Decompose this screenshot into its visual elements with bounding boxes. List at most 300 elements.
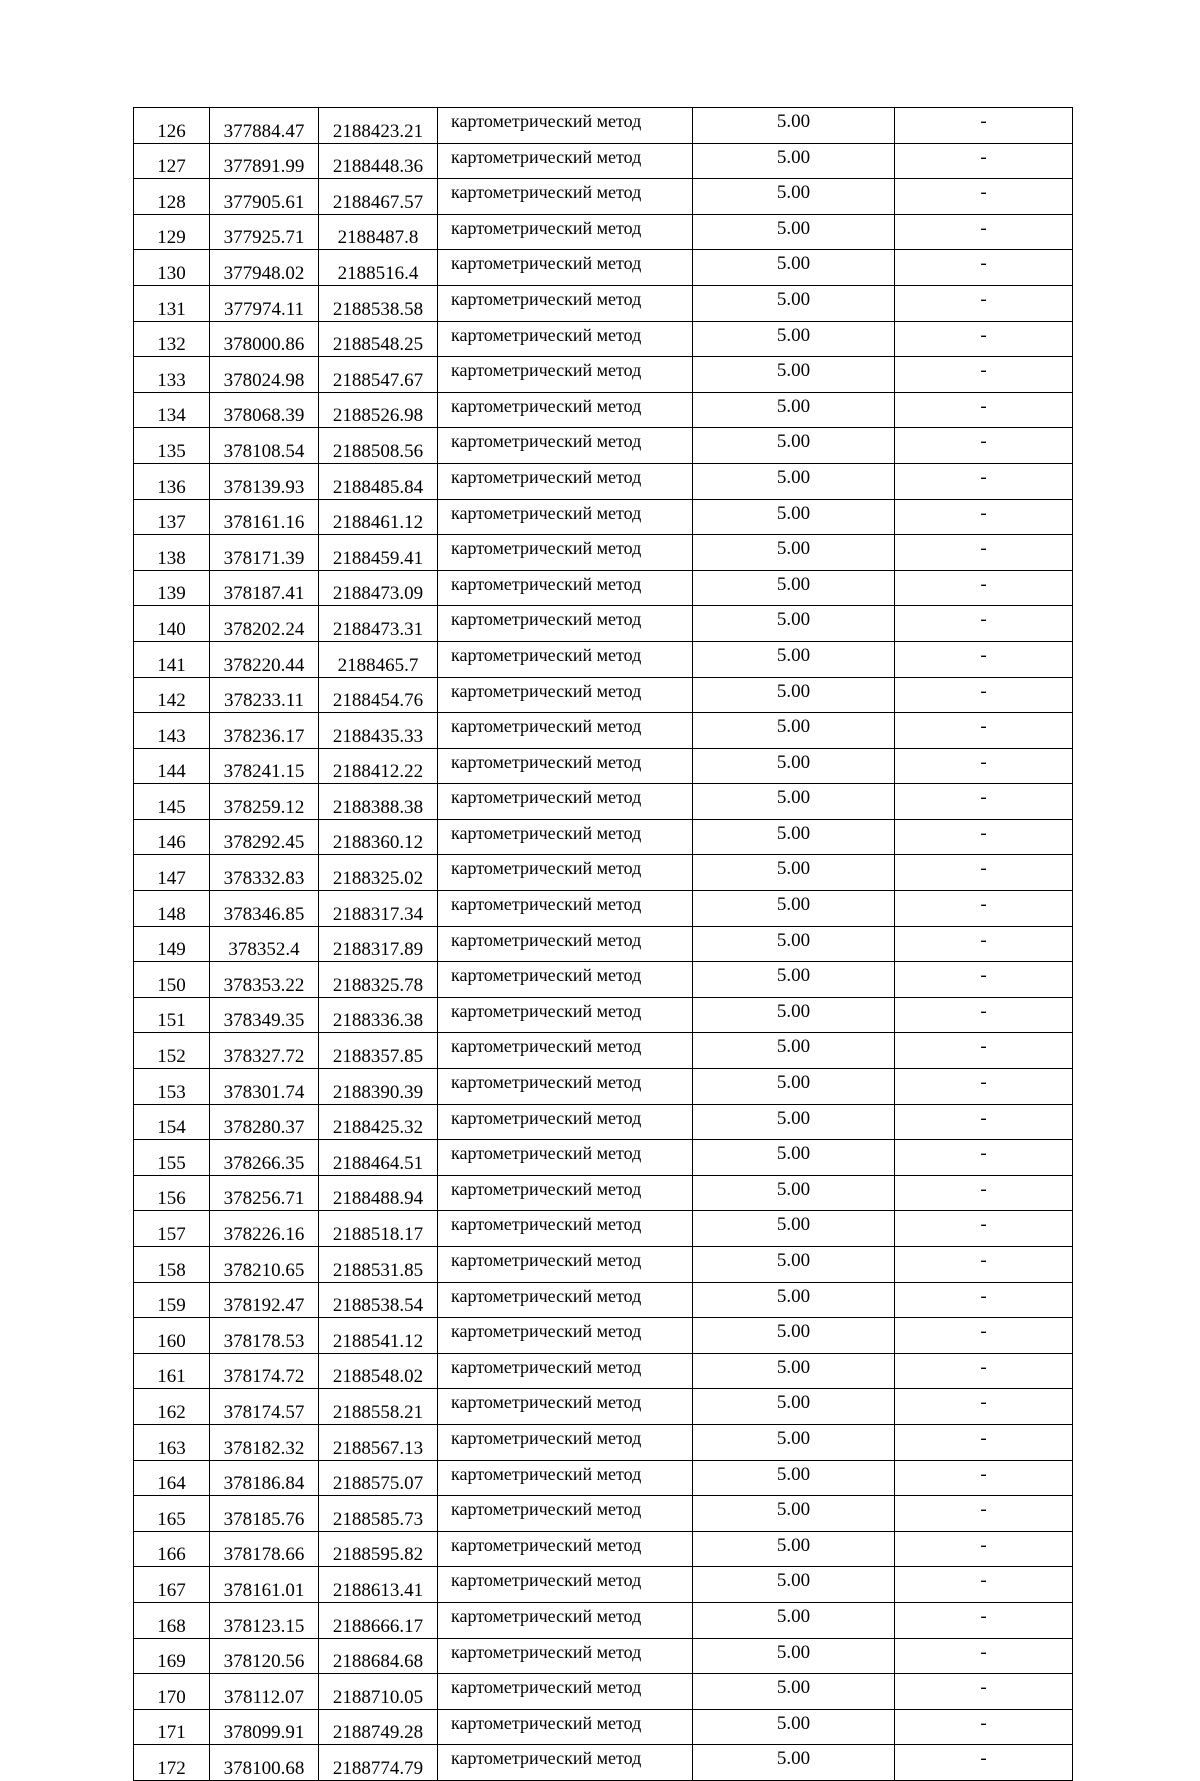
note-cell: -: [895, 321, 1073, 357]
method-cell: картометрический метод: [438, 1318, 693, 1354]
y-coordinate-cell: 2188473.09: [319, 570, 438, 606]
y-coordinate-cell: 2188508.56: [319, 428, 438, 464]
table-row: [134, 1353, 1073, 1389]
method-cell: картометрический метод: [438, 1460, 693, 1496]
note-cell: -: [895, 570, 1073, 606]
table-row: [134, 1318, 1073, 1354]
note-cell: -: [895, 428, 1073, 464]
method-cell: картометрический метод: [438, 321, 693, 357]
note-cell: -: [895, 997, 1073, 1033]
x-coordinate-cell: 378120.56: [210, 1638, 319, 1674]
table-row: [134, 1175, 1073, 1211]
accuracy-cell: 5.00: [693, 1460, 895, 1496]
point-number-cell: 135: [134, 428, 210, 464]
accuracy-cell: 5.00: [693, 285, 895, 321]
point-number-cell: 126: [134, 108, 210, 144]
table-row: [134, 641, 1073, 677]
table-row: [134, 463, 1073, 499]
note-cell: -: [895, 1638, 1073, 1674]
x-coordinate-cell: 378099.91: [210, 1709, 319, 1745]
accuracy-cell: 5.00: [693, 214, 895, 250]
y-coordinate-cell: 2188423.21: [319, 108, 438, 144]
point-number-cell: 137: [134, 499, 210, 535]
method-cell: картометрический метод: [438, 1104, 693, 1140]
note-cell: -: [895, 1033, 1073, 1069]
note-cell: -: [895, 713, 1073, 749]
method-cell: картометрический метод: [438, 570, 693, 606]
point-number-cell: 163: [134, 1424, 210, 1460]
note-cell: -: [895, 535, 1073, 571]
y-coordinate-cell: 2188518.17: [319, 1211, 438, 1247]
accuracy-cell: 5.00: [693, 1318, 895, 1354]
point-number-cell: 129: [134, 214, 210, 250]
note-cell: -: [895, 641, 1073, 677]
accuracy-cell: 5.00: [693, 392, 895, 428]
x-coordinate-cell: 378259.12: [210, 784, 319, 820]
note-cell: -: [895, 285, 1073, 321]
method-cell: картометрический метод: [438, 1424, 693, 1460]
y-coordinate-cell: 2188538.58: [319, 285, 438, 321]
table-row: [134, 1033, 1073, 1069]
accuracy-cell: 5.00: [693, 997, 895, 1033]
note-cell: -: [895, 1389, 1073, 1425]
table-row: [134, 997, 1073, 1033]
accuracy-cell: 5.00: [693, 677, 895, 713]
method-cell: картометрический метод: [438, 784, 693, 820]
y-coordinate-cell: 2188684.68: [319, 1638, 438, 1674]
accuracy-cell: 5.00: [693, 143, 895, 179]
x-coordinate-cell: 377925.71: [210, 214, 319, 250]
table-row: [134, 357, 1073, 393]
method-cell: картометрический метод: [438, 214, 693, 250]
note-cell: -: [895, 1602, 1073, 1638]
point-number-cell: 154: [134, 1104, 210, 1140]
y-coordinate-cell: 2188710.05: [319, 1674, 438, 1710]
x-coordinate-cell: 378349.35: [210, 997, 319, 1033]
y-coordinate-cell: 2188412.22: [319, 748, 438, 784]
table-row: [134, 1389, 1073, 1425]
accuracy-cell: 5.00: [693, 748, 895, 784]
method-cell: картометрический метод: [438, 1175, 693, 1211]
method-cell: картометрический метод: [438, 1282, 693, 1318]
method-cell: картометрический метод: [438, 962, 693, 998]
x-coordinate-cell: 378171.39: [210, 535, 319, 571]
method-cell: картометрический метод: [438, 143, 693, 179]
method-cell: картометрический метод: [438, 641, 693, 677]
point-number-cell: 156: [134, 1175, 210, 1211]
x-coordinate-cell: 378266.35: [210, 1140, 319, 1176]
method-cell: картометрический метод: [438, 997, 693, 1033]
y-coordinate-cell: 2188317.89: [319, 926, 438, 962]
note-cell: -: [895, 1247, 1073, 1283]
y-coordinate-cell: 2188459.41: [319, 535, 438, 571]
table-row: [134, 1674, 1073, 1710]
method-cell: картометрический метод: [438, 1389, 693, 1425]
note-cell: -: [895, 1424, 1073, 1460]
table-row: [134, 1567, 1073, 1603]
accuracy-cell: 5.00: [693, 641, 895, 677]
y-coordinate-cell: 2188465.7: [319, 641, 438, 677]
note-cell: -: [895, 855, 1073, 891]
method-cell: картометрический метод: [438, 855, 693, 891]
accuracy-cell: 5.00: [693, 1709, 895, 1745]
point-number-cell: 153: [134, 1069, 210, 1105]
x-coordinate-cell: 378226.16: [210, 1211, 319, 1247]
accuracy-cell: 5.00: [693, 1033, 895, 1069]
x-coordinate-cell: 378123.15: [210, 1602, 319, 1638]
x-coordinate-cell: 378182.32: [210, 1424, 319, 1460]
y-coordinate-cell: 2188360.12: [319, 819, 438, 855]
table-row: [134, 1745, 1073, 1781]
method-cell: картометрический метод: [438, 428, 693, 464]
y-coordinate-cell: 2188548.25: [319, 321, 438, 357]
method-cell: картометрический метод: [438, 1638, 693, 1674]
point-number-cell: 127: [134, 143, 210, 179]
point-number-cell: 162: [134, 1389, 210, 1425]
x-coordinate-cell: 378241.15: [210, 748, 319, 784]
method-cell: картометрический метод: [438, 1674, 693, 1710]
table-row: [134, 392, 1073, 428]
x-coordinate-cell: 378161.16: [210, 499, 319, 535]
x-coordinate-cell: 378210.65: [210, 1247, 319, 1283]
table-row: [134, 214, 1073, 250]
table-row: [134, 285, 1073, 321]
point-number-cell: 172: [134, 1745, 210, 1781]
method-cell: картометрический метод: [438, 606, 693, 642]
point-number-cell: 152: [134, 1033, 210, 1069]
table-row: [134, 677, 1073, 713]
x-coordinate-cell: 378024.98: [210, 357, 319, 393]
x-coordinate-cell: 378233.11: [210, 677, 319, 713]
point-number-cell: 146: [134, 819, 210, 855]
method-cell: картометрический метод: [438, 1745, 693, 1781]
table-row: [134, 1496, 1073, 1532]
x-coordinate-cell: 378174.57: [210, 1389, 319, 1425]
method-cell: картометрический метод: [438, 1247, 693, 1283]
y-coordinate-cell: 2188666.17: [319, 1602, 438, 1638]
table-row: [134, 499, 1073, 535]
point-number-cell: 138: [134, 535, 210, 571]
point-number-cell: 148: [134, 891, 210, 927]
x-coordinate-cell: 378280.37: [210, 1104, 319, 1140]
y-coordinate-cell: 2188464.51: [319, 1140, 438, 1176]
method-cell: картометрический метод: [438, 1353, 693, 1389]
accuracy-cell: 5.00: [693, 713, 895, 749]
y-coordinate-cell: 2188547.67: [319, 357, 438, 393]
method-cell: картометрический метод: [438, 1531, 693, 1567]
accuracy-cell: 5.00: [693, 606, 895, 642]
table-row: [134, 1424, 1073, 1460]
accuracy-cell: 5.00: [693, 1602, 895, 1638]
point-number-cell: 128: [134, 179, 210, 215]
y-coordinate-cell: 2188454.76: [319, 677, 438, 713]
y-coordinate-cell: 2188538.54: [319, 1282, 438, 1318]
accuracy-cell: 5.00: [693, 463, 895, 499]
point-number-cell: 141: [134, 641, 210, 677]
y-coordinate-cell: 2188435.33: [319, 713, 438, 749]
method-cell: картометрический метод: [438, 819, 693, 855]
x-coordinate-cell: 377905.61: [210, 179, 319, 215]
accuracy-cell: 5.00: [693, 1282, 895, 1318]
accuracy-cell: 5.00: [693, 1674, 895, 1710]
accuracy-cell: 5.00: [693, 428, 895, 464]
accuracy-cell: 5.00: [693, 250, 895, 286]
y-coordinate-cell: 2188548.02: [319, 1353, 438, 1389]
method-cell: картометрический метод: [438, 1140, 693, 1176]
note-cell: -: [895, 926, 1073, 962]
table-row: [134, 1140, 1073, 1176]
y-coordinate-cell: 2188325.78: [319, 962, 438, 998]
x-coordinate-cell: 378108.54: [210, 428, 319, 464]
x-coordinate-cell: 378186.84: [210, 1460, 319, 1496]
accuracy-cell: 5.00: [693, 1104, 895, 1140]
x-coordinate-cell: 378353.22: [210, 962, 319, 998]
point-number-cell: 132: [134, 321, 210, 357]
method-cell: картометрический метод: [438, 392, 693, 428]
point-number-cell: 167: [134, 1567, 210, 1603]
note-cell: -: [895, 677, 1073, 713]
method-cell: картометрический метод: [438, 357, 693, 393]
point-number-cell: 159: [134, 1282, 210, 1318]
table-row: [134, 1709, 1073, 1745]
y-coordinate-cell: 2188585.73: [319, 1496, 438, 1532]
y-coordinate-cell: 2188526.98: [319, 392, 438, 428]
point-number-cell: 143: [134, 713, 210, 749]
note-cell: -: [895, 1709, 1073, 1745]
method-cell: картометрический метод: [438, 535, 693, 571]
note-cell: -: [895, 784, 1073, 820]
x-coordinate-cell: 378161.01: [210, 1567, 319, 1603]
table-row: [134, 321, 1073, 357]
method-cell: картометрический метод: [438, 713, 693, 749]
point-number-cell: 139: [134, 570, 210, 606]
point-number-cell: 160: [134, 1318, 210, 1354]
note-cell: -: [895, 1211, 1073, 1247]
accuracy-cell: 5.00: [693, 1069, 895, 1105]
point-number-cell: 142: [134, 677, 210, 713]
table-row: [134, 179, 1073, 215]
accuracy-cell: 5.00: [693, 570, 895, 606]
method-cell: картометрический метод: [438, 1602, 693, 1638]
accuracy-cell: 5.00: [693, 962, 895, 998]
method-cell: картометрический метод: [438, 1709, 693, 1745]
table-row: [134, 428, 1073, 464]
method-cell: картометрический метод: [438, 1033, 693, 1069]
note-cell: -: [895, 499, 1073, 535]
accuracy-cell: 5.00: [693, 1424, 895, 1460]
table-row: [134, 855, 1073, 891]
x-coordinate-cell: 378346.85: [210, 891, 319, 927]
point-number-cell: 134: [134, 392, 210, 428]
method-cell: картометрический метод: [438, 926, 693, 962]
accuracy-cell: 5.00: [693, 819, 895, 855]
method-cell: картометрический метод: [438, 677, 693, 713]
y-coordinate-cell: 2188473.31: [319, 606, 438, 642]
note-cell: -: [895, 214, 1073, 250]
x-coordinate-cell: 378220.44: [210, 641, 319, 677]
point-number-cell: 170: [134, 1674, 210, 1710]
coordinates-table: [133, 107, 1073, 1781]
y-coordinate-cell: 2188558.21: [319, 1389, 438, 1425]
x-coordinate-cell: 377948.02: [210, 250, 319, 286]
x-coordinate-cell: 378178.66: [210, 1531, 319, 1567]
point-number-cell: 158: [134, 1247, 210, 1283]
table-row: [134, 926, 1073, 962]
point-number-cell: 151: [134, 997, 210, 1033]
x-coordinate-cell: 378139.93: [210, 463, 319, 499]
y-coordinate-cell: 2188487.8: [319, 214, 438, 250]
accuracy-cell: 5.00: [693, 535, 895, 571]
accuracy-cell: 5.00: [693, 1140, 895, 1176]
accuracy-cell: 5.00: [693, 855, 895, 891]
point-number-cell: 133: [134, 357, 210, 393]
point-number-cell: 165: [134, 1496, 210, 1532]
method-cell: картометрический метод: [438, 250, 693, 286]
table-row: [134, 606, 1073, 642]
y-coordinate-cell: 2188575.07: [319, 1460, 438, 1496]
table-row: [134, 1460, 1073, 1496]
y-coordinate-cell: 2188749.28: [319, 1709, 438, 1745]
note-cell: -: [895, 606, 1073, 642]
y-coordinate-cell: 2188516.4: [319, 250, 438, 286]
accuracy-cell: 5.00: [693, 108, 895, 144]
y-coordinate-cell: 2188488.94: [319, 1175, 438, 1211]
x-coordinate-cell: 378202.24: [210, 606, 319, 642]
method-cell: картометрический метод: [438, 499, 693, 535]
accuracy-cell: 5.00: [693, 1745, 895, 1781]
y-coordinate-cell: 2188595.82: [319, 1531, 438, 1567]
accuracy-cell: 5.00: [693, 1211, 895, 1247]
y-coordinate-cell: 2188357.85: [319, 1033, 438, 1069]
accuracy-cell: 5.00: [693, 321, 895, 357]
accuracy-cell: 5.00: [693, 784, 895, 820]
point-number-cell: 149: [134, 926, 210, 962]
x-coordinate-cell: 378292.45: [210, 819, 319, 855]
point-number-cell: 164: [134, 1460, 210, 1496]
note-cell: -: [895, 1140, 1073, 1176]
x-coordinate-cell: 378327.72: [210, 1033, 319, 1069]
y-coordinate-cell: 2188461.12: [319, 499, 438, 535]
x-coordinate-cell: 378100.68: [210, 1745, 319, 1781]
table-row: [134, 1531, 1073, 1567]
note-cell: -: [895, 108, 1073, 144]
accuracy-cell: 5.00: [693, 1247, 895, 1283]
x-coordinate-cell: 378236.17: [210, 713, 319, 749]
y-coordinate-cell: 2188325.02: [319, 855, 438, 891]
note-cell: -: [895, 1282, 1073, 1318]
y-coordinate-cell: 2188388.38: [319, 784, 438, 820]
note-cell: -: [895, 1175, 1073, 1211]
accuracy-cell: 5.00: [693, 1638, 895, 1674]
note-cell: -: [895, 819, 1073, 855]
accuracy-cell: 5.00: [693, 499, 895, 535]
point-number-cell: 157: [134, 1211, 210, 1247]
method-cell: картометрический метод: [438, 891, 693, 927]
x-coordinate-cell: 378178.53: [210, 1318, 319, 1354]
point-number-cell: 155: [134, 1140, 210, 1176]
table-row: [134, 250, 1073, 286]
y-coordinate-cell: 2188567.13: [319, 1424, 438, 1460]
x-coordinate-cell: 378256.71: [210, 1175, 319, 1211]
method-cell: картометрический метод: [438, 748, 693, 784]
x-coordinate-cell: 378332.83: [210, 855, 319, 891]
y-coordinate-cell: 2188467.57: [319, 179, 438, 215]
y-coordinate-cell: 2188541.12: [319, 1318, 438, 1354]
note-cell: -: [895, 143, 1073, 179]
table-row: [134, 748, 1073, 784]
x-coordinate-cell: 378301.74: [210, 1069, 319, 1105]
note-cell: -: [895, 250, 1073, 286]
x-coordinate-cell: 378352.4: [210, 926, 319, 962]
note-cell: -: [895, 1460, 1073, 1496]
table-row: [134, 1282, 1073, 1318]
point-number-cell: 161: [134, 1353, 210, 1389]
point-number-cell: 171: [134, 1709, 210, 1745]
method-cell: картометрический метод: [438, 1211, 693, 1247]
note-cell: -: [895, 1318, 1073, 1354]
x-coordinate-cell: 378185.76: [210, 1496, 319, 1532]
note-cell: -: [895, 1069, 1073, 1105]
accuracy-cell: 5.00: [693, 1567, 895, 1603]
note-cell: -: [895, 1745, 1073, 1781]
accuracy-cell: 5.00: [693, 1531, 895, 1567]
point-number-cell: 140: [134, 606, 210, 642]
method-cell: картометрический метод: [438, 1567, 693, 1603]
table-row: [134, 1069, 1073, 1105]
table-row: [134, 143, 1073, 179]
point-number-cell: 147: [134, 855, 210, 891]
y-coordinate-cell: 2188448.36: [319, 143, 438, 179]
x-coordinate-cell: 378068.39: [210, 392, 319, 428]
note-cell: -: [895, 357, 1073, 393]
accuracy-cell: 5.00: [693, 891, 895, 927]
method-cell: картометрический метод: [438, 1069, 693, 1105]
note-cell: -: [895, 1531, 1073, 1567]
table-row: [134, 1247, 1073, 1283]
y-coordinate-cell: 2188425.32: [319, 1104, 438, 1140]
note-cell: -: [895, 1567, 1073, 1603]
x-coordinate-cell: 377974.11: [210, 285, 319, 321]
y-coordinate-cell: 2188336.38: [319, 997, 438, 1033]
y-coordinate-cell: 2188390.39: [319, 1069, 438, 1105]
accuracy-cell: 5.00: [693, 179, 895, 215]
method-cell: картометрический метод: [438, 108, 693, 144]
x-coordinate-cell: 377884.47: [210, 108, 319, 144]
table-row: [134, 1638, 1073, 1674]
y-coordinate-cell: 2188531.85: [319, 1247, 438, 1283]
accuracy-cell: 5.00: [693, 1353, 895, 1389]
x-coordinate-cell: 378192.47: [210, 1282, 319, 1318]
point-number-cell: 145: [134, 784, 210, 820]
accuracy-cell: 5.00: [693, 1389, 895, 1425]
point-number-cell: 130: [134, 250, 210, 286]
y-coordinate-cell: 2188774.79: [319, 1745, 438, 1781]
table-row: [134, 1602, 1073, 1638]
table-row: [134, 819, 1073, 855]
table-row: [134, 1211, 1073, 1247]
y-coordinate-cell: 2188613.41: [319, 1567, 438, 1603]
note-cell: -: [895, 748, 1073, 784]
point-number-cell: 168: [134, 1602, 210, 1638]
note-cell: -: [895, 392, 1073, 428]
accuracy-cell: 5.00: [693, 1496, 895, 1532]
table-row: [134, 570, 1073, 606]
note-cell: -: [895, 962, 1073, 998]
table-row: [134, 713, 1073, 749]
method-cell: картометрический метод: [438, 463, 693, 499]
accuracy-cell: 5.00: [693, 1175, 895, 1211]
accuracy-cell: 5.00: [693, 926, 895, 962]
